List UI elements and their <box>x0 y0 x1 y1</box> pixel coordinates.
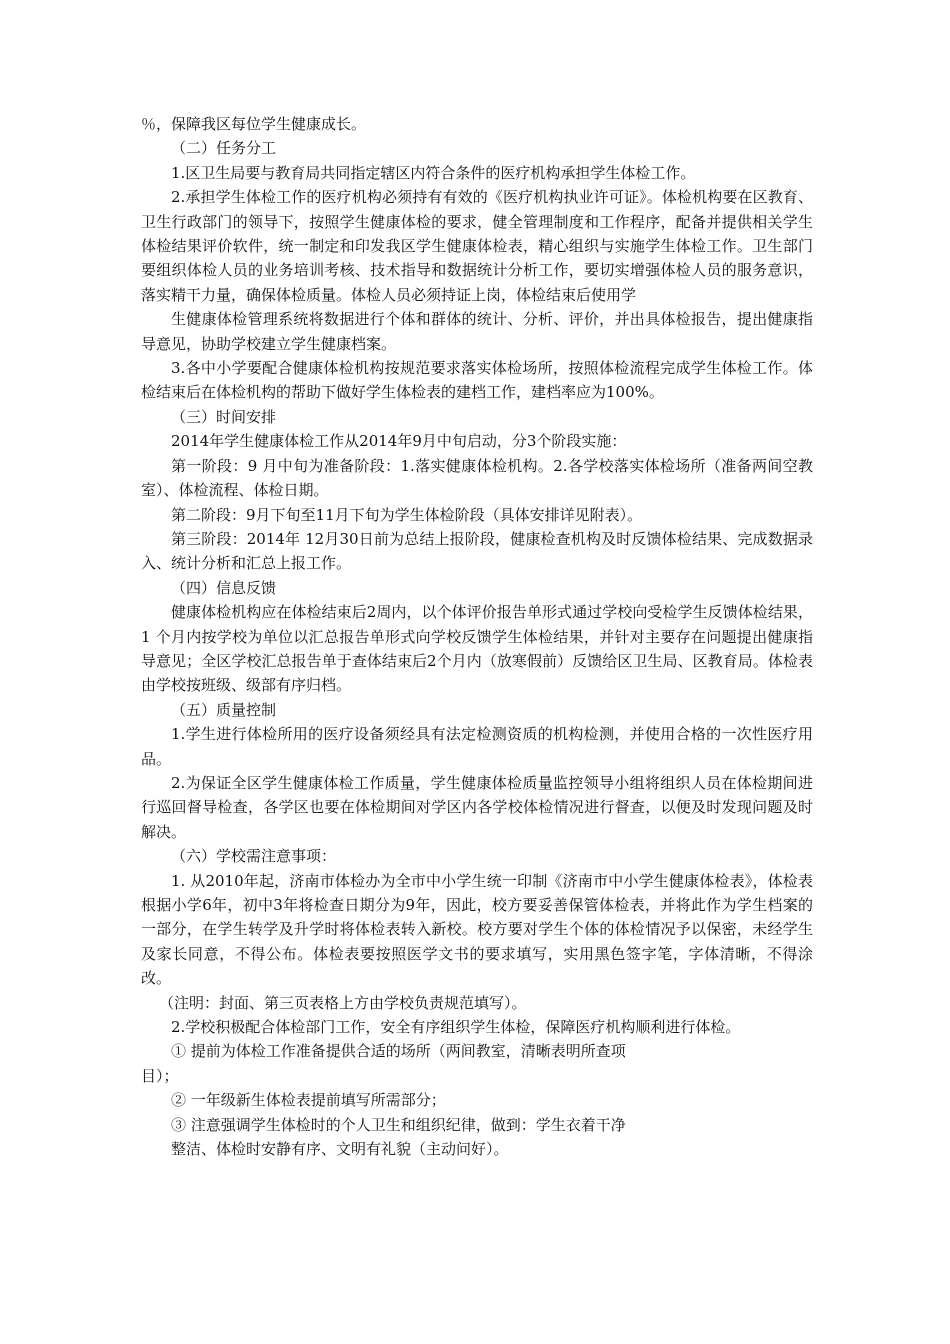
paragraph-stage-3: 第三阶段：2014年 12月30日前为总结上报阶段，健康检查机构及时反馈体检结果、完成数据录入、统计分析和汇总上报工作。 <box>141 529 813 573</box>
paragraph-school-note-2: 2.学校积极配合体检部门工作，安全有序组织学生体检，保障医疗机构顺利进行体检。 <box>171 1018 741 1037</box>
section-heading-school-notes: （六）学校需注意事项： <box>171 847 337 866</box>
paragraph-quality-2: 2.为保证全区学生健康体检工作质量，学生健康体检质量监控领导小组将组织人员在体检期间进行巡回督导检查，各学区也要在体检期间对学区内各学校体检情况进行督查，以便及时发现问题及时解决。 <box>141 773 813 841</box>
list-item-venue-continued: 目）； <box>141 1066 179 1085</box>
paragraph-schedule-intro: 2014年学生健康体检工作从2014年9月中旬启动，分3个阶段实施： <box>171 432 627 451</box>
paragraph-feedback: 健康体检机构应在体检结束后2周内，以个体评价报告单形式通过学校向受检学生反馈体检结果，1 个月内按学校为单位以汇总报告单形式向学校反馈学生体检结果，并针对主要存在问题提出健康指导意见；全区学校汇总报告单于查体结束后2个月内（放寒假前）反馈给区卫生局、区教育局。体检表由学校按班级、级部有序归档。 <box>141 603 813 695</box>
paragraph-task-3: 3.各中小学要配合健康体检机构按规范要求落实体检场所，按照体检流程完成学生体检工作。体检结束后在体检机构的帮助下做好学生体检表的建档工作，建档率应为100%。 <box>141 359 813 402</box>
list-item-hygiene-discipline-continued: 整洁、体检时安静有序、文明有礼貌（主动问好）。 <box>171 1140 509 1159</box>
document-body <box>141 112 813 1161</box>
paragraph-task-1: 1.区卫生局要与教育局共同指定辖区内符合条件的医疗机构承担学生体检工作。 <box>171 163 696 182</box>
paragraph-task-2-continued: 生健康体检管理系统将数据进行个体和群体的统计、分析、评价，并出具体检报告，提出健康指导意见，协助学校建立学生健康档案。 <box>141 310 813 353</box>
section-heading-feedback: （四）信息反馈 <box>171 578 277 597</box>
paragraph-school-note-remark: （注明：封面、第三页表格上方由学校负责规范填写）。 <box>159 993 527 1012</box>
section-heading-task-division: （二）任务分工 <box>171 139 277 158</box>
paragraph-quality-1: 1.学生进行体检所用的医疗设备须经具有法定检测资质的机构检测，并使用合格的一次性医疗用品。 <box>141 725 813 768</box>
paragraph-school-note-1: 1. 从2010年起，济南市体检办为全市中小学生统一印制《济南市中小学生健康体检表》，体检表根据小学6年，初中3年将检查日期分为9年，因此，校方要妥善保管体检表，并将此作为学生档案的一部分，在学生转学及升学时将体检表转入新校。校方要对学生个体的体检情况予以保密，未经学生及家长同意，不得公布。体检表要按照医学文书的要求填写，实用黑色签字笔，字体清晰，不得涂改。 <box>141 871 813 988</box>
paragraph-stage-1: 第一阶段：9 月中旬为准备阶段：1.落实健康体检机构。2.各学校落实体检场所（准备两间空教室）、体检流程、体检日期。 <box>141 456 813 500</box>
section-heading-quality-control: （五）质量控制 <box>171 700 277 719</box>
paragraph-task-2: 2.承担学生体检工作的医疗机构必须持有有效的《医疗机构执业许可证》。体检机构要在区教育、卫生行政部门的领导下，按照学生健康体检的要求，健全管理制度和工作程序，配备并提供相关学生体检结果评价软件，统一制定和印发我区学生健康体检表，精心组织与实施学生体检工作。卫生部门要组织体检人员的业务培训考核、技术指导和数据统计分析工作，要切实增强体检人员的服务意识，落实精干力量，确保体检质量。体检人员必须持证上岗，体检结束后使用学 <box>141 188 813 304</box>
section-heading-schedule: （三）时间安排 <box>171 407 277 426</box>
list-item-venue: ① 提前为体检工作准备提供合适的场所（两间教室，清晰表明所查项 <box>171 1042 626 1061</box>
list-item-hygiene-discipline: ③ 注意强调学生体检时的个人卫生和组织纪律，做到：学生衣着干净 <box>171 1115 626 1134</box>
paragraph-stage-2: 第二阶段：9月下旬至11月下旬为学生体检阶段（具体安排详见附表）。 <box>171 505 643 524</box>
paragraph-intro-tail: ％，保障我区每位学生健康成长。 <box>141 115 367 133</box>
list-item-first-grade-forms: ② 一年级新生体检表提前填写所需部分； <box>171 1091 446 1110</box>
